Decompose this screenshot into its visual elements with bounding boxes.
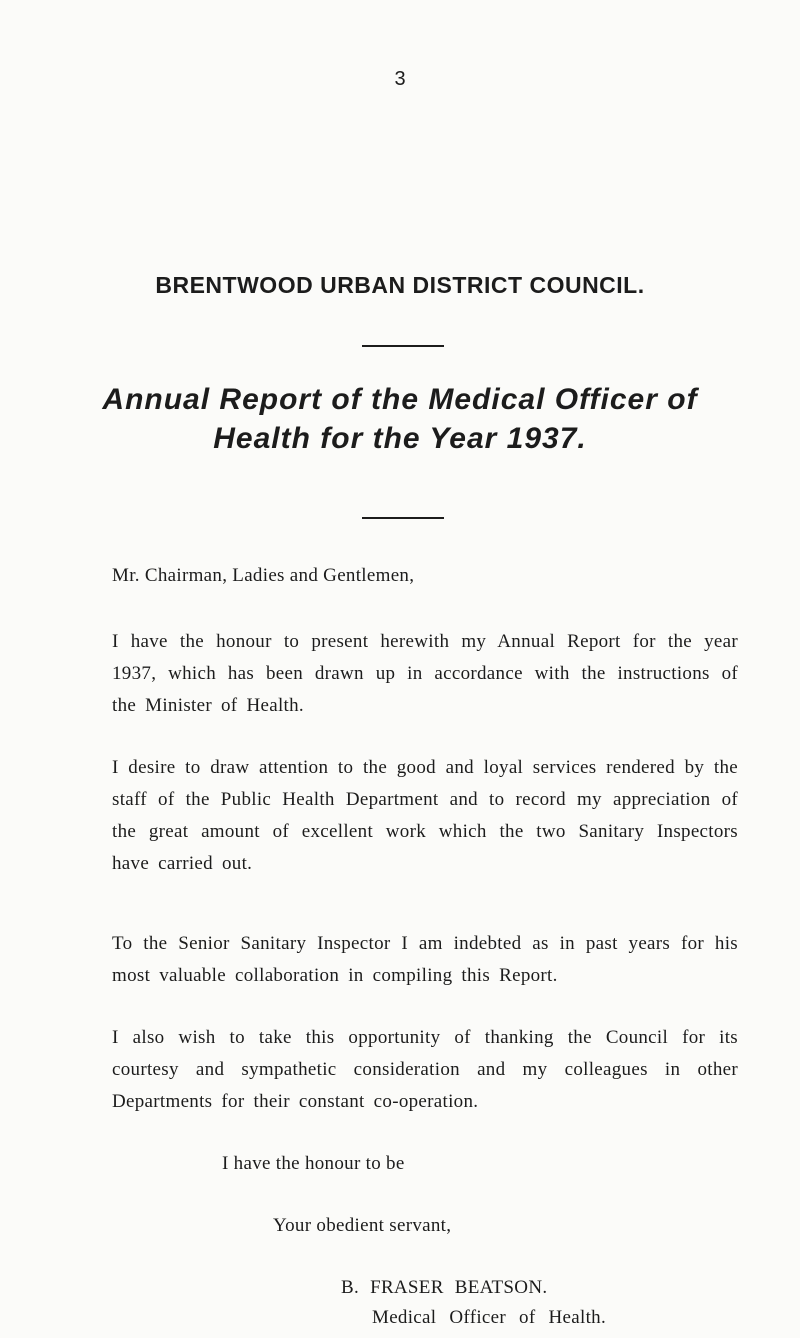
divider-bottom xyxy=(362,517,444,519)
council-heading: BRENTWOOD URBAN DISTRICT COUNCIL. xyxy=(155,272,645,298)
paragraph-4: I also wish to take this opportunity of thanking the Council for its courtesy and sympathetic consideration and my colleagues in other Departments for their constant co-operation. xyxy=(112,1027,738,1112)
salutation: Mr. Chairman, Ladies and Gentlemen, xyxy=(112,565,415,586)
paragraph-2: I desire to draw attention to the good and loyal services rendered by the staff of the Public Health Department and to record my appreciation of the great amount of excellent work which the two Sanitary Inspectors have carried out. xyxy=(112,757,738,874)
signatory-name: B. FRASER BEATSON. xyxy=(341,1277,548,1298)
report-title xyxy=(0,380,800,458)
report-title-line-2: Health for the Year 1937. xyxy=(213,422,587,455)
divider-top xyxy=(362,345,444,347)
signoff: Your obedient servant, xyxy=(273,1215,452,1236)
closing-line: I have the honour to be xyxy=(222,1153,405,1174)
paragraph-3: To the Senior Sanitary Inspector I am indebted as in past years for his most valuable collaboration in compiling this Report. xyxy=(112,933,738,986)
paragraph-1: I have the honour to present herewith my Annual Report for the year 1937, which has been drawn up in accordance with the instructions of the Minister of Health. xyxy=(112,631,738,716)
report-title-line-1: Annual Report of the Medical Officer of xyxy=(102,383,698,416)
signatory-title: Medical Officer of Health. xyxy=(372,1307,607,1328)
page-number: 3 xyxy=(394,68,406,90)
